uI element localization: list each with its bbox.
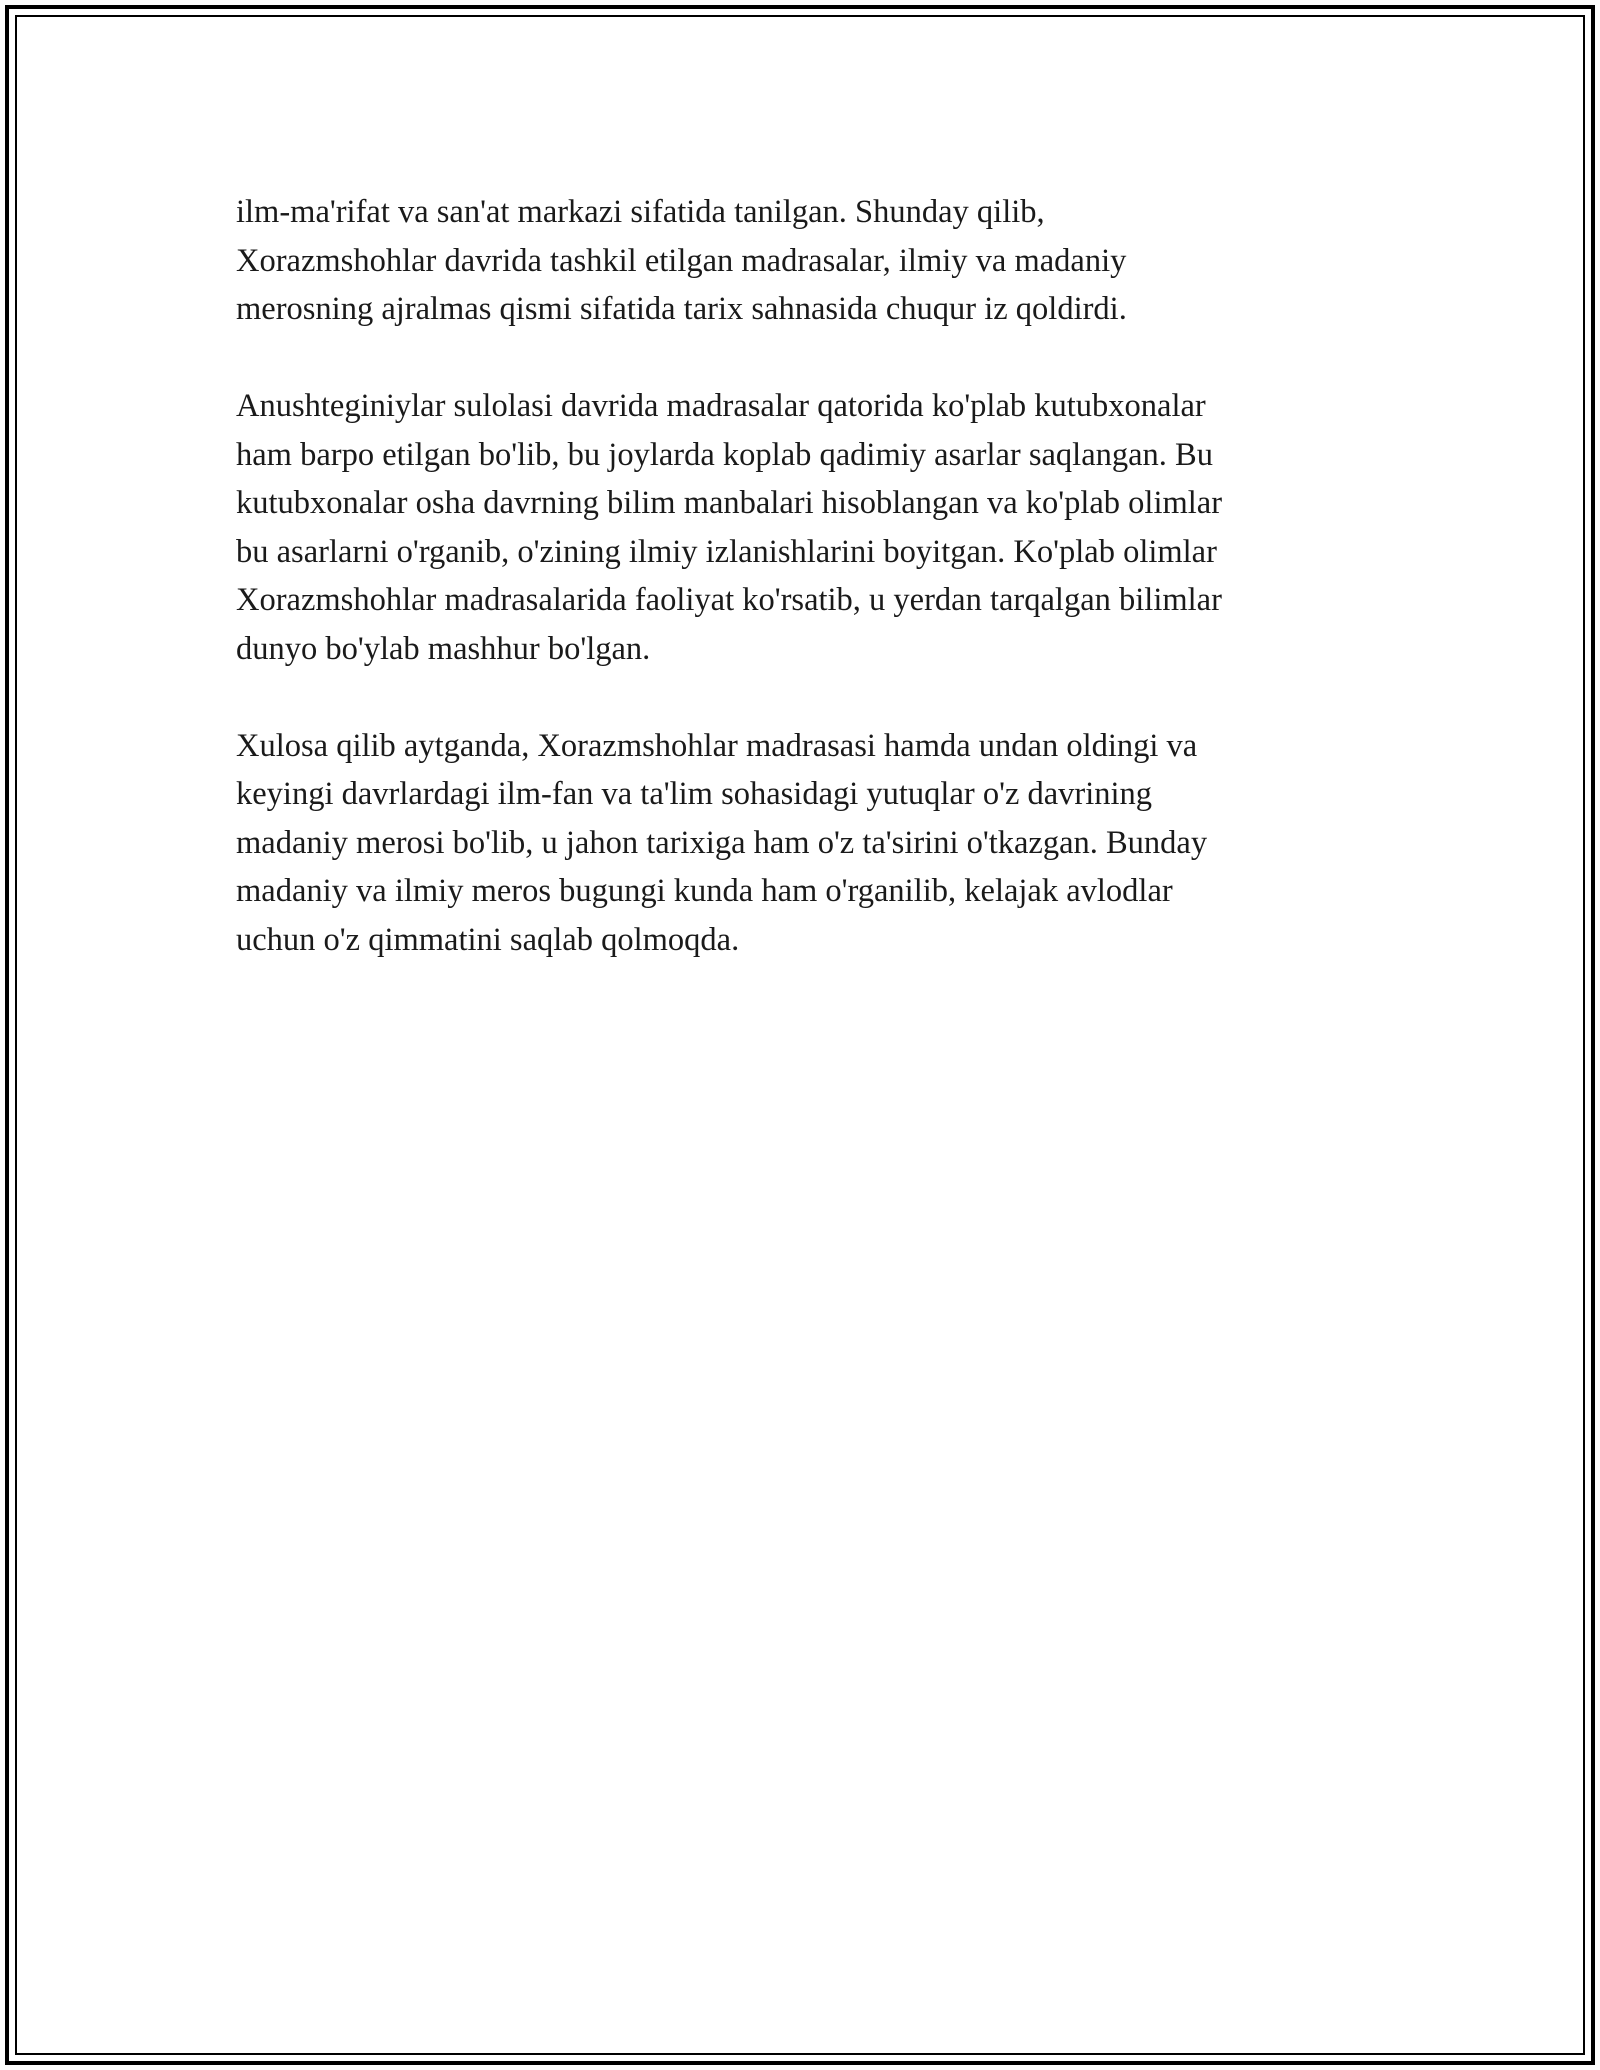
text-line: ham barpo etilgan bo'lib, bu joylarda koplab qadimiy asarlar saqlangan. Bu [236,436,1213,473]
paragraph-3 [236,722,1366,965]
text-line: madaniy merosi bo'lib, u jahon tarixiga ham o'z ta'sirini o'tkazgan. Bunday [236,824,1208,861]
text-line: Anushteginiylar sulolasi davrida madrasalar qatorida ko'plab kutubxonalar [236,388,1206,424]
text-line: keyingi davrlardagi ilm-fan va ta'lim sohasidagi yutuqlar o'z davrining [236,776,1153,812]
text-line: Xulosa qilib aytganda, Xorazmshohlar madrasasi hamda undan oldingi va [236,727,1198,764]
paragraph-2 [236,382,1366,673]
paragraph-1 [236,188,1366,334]
text-line: merosning ajralmas qismi sifatida tarix sahnasida chuqur iz qoldirdi. [236,291,1127,327]
document-body [236,188,1366,1013]
text-line: dunyo bo'ylab mashhur bo'lgan. [236,630,651,667]
text-line: Xorazmshohlar madrasalarida faoliyat ko'rsatib, u yerdan tarqalgan bilimlar [236,582,1222,618]
text-line: madaniy va ilmiy meros bugungi kunda ham o'rganilib, kelajak avlodlar [236,873,1173,909]
text-line: bu asarlarni o'rganib, o'zining ilmiy izlanishlarini boyitgan. Ko'plab olimlar [236,533,1217,570]
text-line: kutubxonalar osha davrning bilim manbalari hisoblangan va ko'plab olimlar [236,485,1223,521]
text-line: uchun o'z qimmatini saqlab qolmoqda. [236,921,740,958]
text-line: ilm-ma'rifat va san'at markazi sifatida tanilgan. Shunday qilib, [236,194,1045,230]
text-line: Xorazmshohlar davrida tashkil etilgan madrasalar, ilmiy va madaniy [236,242,1127,279]
